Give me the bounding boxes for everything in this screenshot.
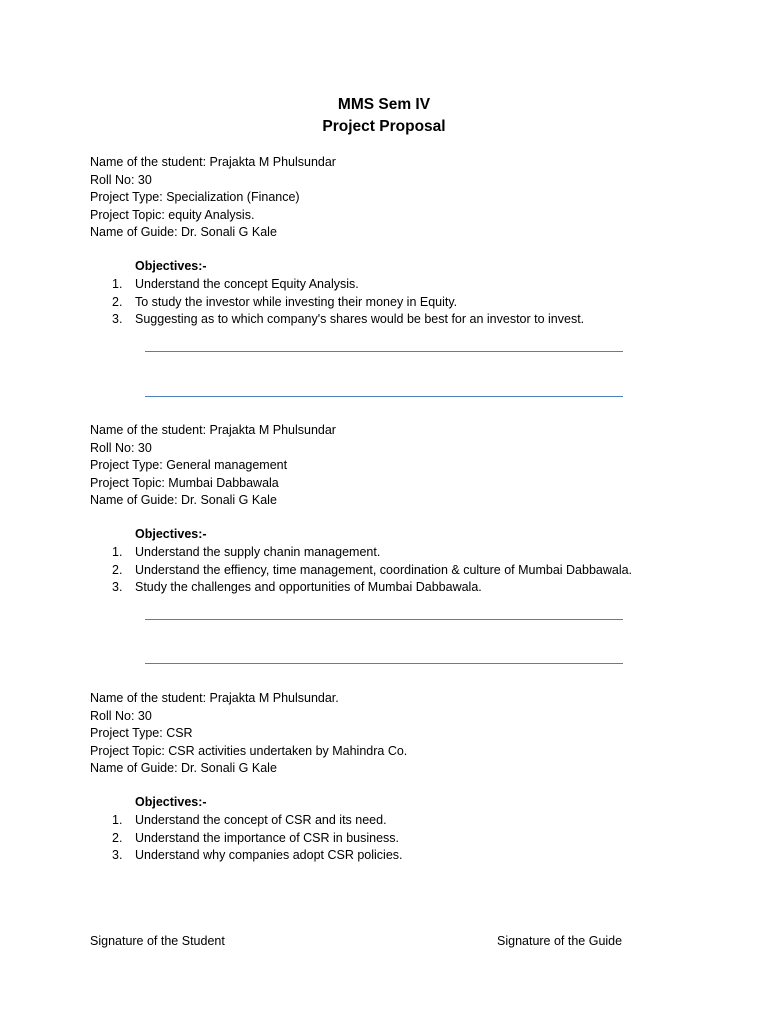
- list-item: [90, 562, 730, 580]
- separator-line: [145, 351, 623, 352]
- objectives-list: [90, 812, 730, 865]
- roll-number: Roll No: 30: [90, 172, 152, 187]
- student-name: Name of the student: Prajakta M Phulsundar.: [90, 691, 339, 705]
- list-number: 3.: [112, 848, 123, 862]
- list-number: 3.: [112, 580, 123, 594]
- list-text: Understand the effiency, time management, coordination & culture of Mumbai Dabbawala.: [135, 562, 633, 577]
- list-text: Understand the concept of CSR and its need.: [135, 813, 387, 827]
- project-topic: Project Topic: Mumbai Dabbawala: [90, 475, 279, 490]
- list-text: Understand the concept Equity Analysis.: [135, 277, 359, 291]
- objectives-heading: Objectives:-: [135, 527, 207, 541]
- project-topic: Project Topic: CSR activities undertaken by Mahindra Co.: [90, 743, 408, 758]
- guide-name: Name of Guide: Dr. Sonali G Kale: [90, 761, 277, 775]
- separator-line: [145, 663, 623, 664]
- list-item: [90, 544, 730, 562]
- separator-line: [145, 396, 623, 397]
- objectives-heading: Objectives:-: [135, 795, 207, 809]
- roll-number: Roll No: 30: [90, 708, 152, 723]
- list-number: 1.: [112, 813, 123, 827]
- student-name: Name of the student: Prajakta M Phulsundar: [90, 423, 336, 437]
- list-text: Suggesting as to which company's shares would be best for an investor to invest.: [135, 312, 585, 326]
- project-type: Project Type: CSR: [90, 726, 193, 740]
- proposal-details: [90, 422, 690, 510]
- document-title: MMS Sem IV: [337, 96, 431, 113]
- separator-line: [145, 619, 623, 620]
- list-item: [90, 311, 730, 329]
- list-item: [90, 830, 730, 848]
- list-number: 1.: [112, 277, 123, 291]
- roll-number: Roll No: 30: [90, 440, 152, 455]
- list-number: 1.: [112, 545, 123, 559]
- project-topic: Project Topic: equity Analysis.: [90, 207, 255, 222]
- guide-name: Name of Guide: Dr. Sonali G Kale: [90, 225, 277, 239]
- list-text: Study the challenges and opportunities of Mumbai Dabbawala.: [135, 580, 482, 594]
- list-item: [90, 847, 730, 865]
- guide-signature-label: Signature of the Guide: [497, 934, 623, 948]
- list-item: [90, 294, 730, 312]
- proposal-details: [90, 154, 690, 242]
- guide-name: Name of Guide: Dr. Sonali G Kale: [90, 493, 277, 507]
- list-text: To study the investor while investing their money in Equity.: [135, 294, 458, 309]
- objectives-list: [90, 276, 730, 329]
- student-name: Name of the student: Prajakta M Phulsundar: [90, 155, 336, 169]
- project-type: Project Type: General management: [90, 458, 288, 472]
- student-signature-label: Signature of the Student: [90, 934, 225, 948]
- list-item: [90, 276, 730, 294]
- project-type: Project Type: Specialization (Finance): [90, 190, 300, 204]
- list-number: 2.: [112, 830, 123, 845]
- list-item: [90, 812, 730, 830]
- document-subtitle: Project Proposal: [322, 118, 446, 135]
- list-number: 3.: [112, 312, 123, 326]
- objectives-list: [90, 544, 730, 597]
- objectives-heading: Objectives:-: [135, 259, 207, 273]
- list-text: Understand the importance of CSR in business.: [135, 830, 400, 845]
- list-text: Understand why companies adopt CSR policies.: [135, 848, 403, 862]
- list-number: 2.: [112, 562, 123, 577]
- proposal-details: [90, 690, 690, 778]
- list-number: 2.: [112, 294, 123, 309]
- list-text: Understand the supply chanin management.: [135, 545, 381, 559]
- list-item: [90, 579, 730, 597]
